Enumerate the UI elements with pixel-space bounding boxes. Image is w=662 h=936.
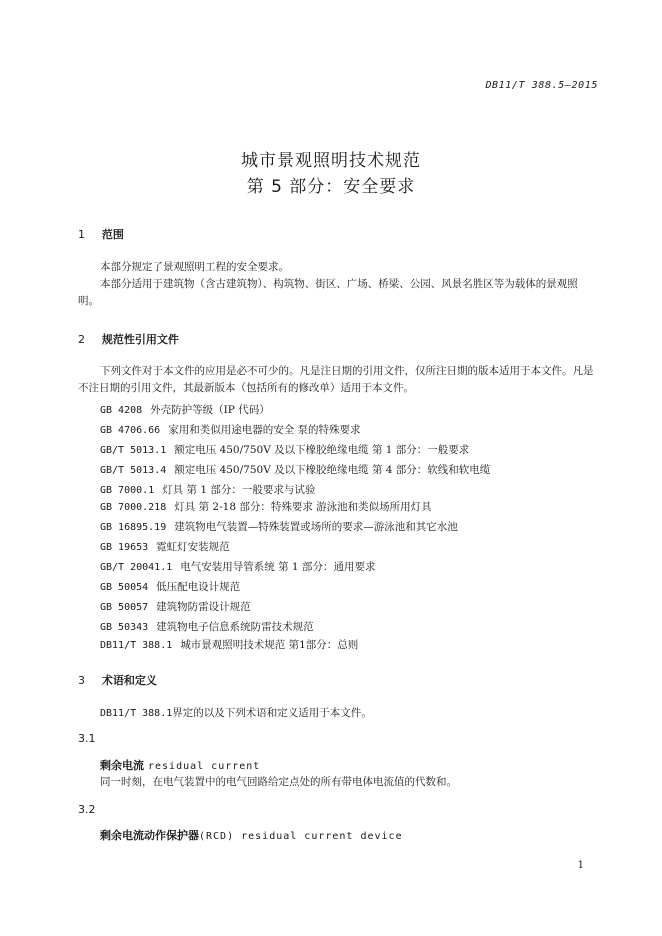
section-number: 1: [78, 228, 85, 241]
term-number: 3.1: [78, 732, 96, 745]
section-number: 3: [78, 674, 85, 687]
reference-title: 灯具 第 2-18 部分：特殊要求 游泳池和类似场所用灯具: [174, 501, 432, 513]
reference-title: 低压配电设计规范: [156, 581, 241, 593]
reference-code: GB 7000.218: [100, 502, 167, 513]
reference-title: 城市景观照明技术规范 第1部分：总则: [180, 639, 359, 651]
reference-title: 建筑物电子信息系统防雷技术规范: [156, 621, 314, 633]
document-subtitle: 第 5 部分：安全要求: [246, 177, 416, 197]
page-number: 1: [577, 860, 584, 871]
reference-title: 建筑物电气装置—特殊装置或场所的要求—游泳池和其它水池: [174, 521, 458, 533]
reference-code: GB 50343: [100, 622, 149, 633]
section-1-para-1: 本部分规定了景观照明工程的安全要求。: [100, 261, 289, 273]
reference-item: [100, 637, 358, 654]
section-2-heading: [78, 331, 179, 347]
reference-code: GB 4706.66: [100, 425, 161, 436]
reference-item: [100, 442, 469, 459]
reference-code: GB 19653: [100, 542, 149, 553]
term-chinese: 剩余电流动作保护器: [100, 829, 199, 842]
term-heading: [100, 827, 403, 843]
term-chinese: 剩余电流: [100, 759, 144, 772]
reference-title: 建筑物防雷设计规范: [156, 601, 251, 613]
reference-item: [100, 482, 315, 499]
section-1-heading: [78, 226, 124, 242]
term-english: residual current: [148, 761, 261, 772]
section-1-para-2: 本部分适用于建筑物（含古建筑物）、构筑物、街区、广场、桥梁、公园、风景名胜区等为载体的景观照明。: [78, 278, 578, 307]
reference-code: GB 4208: [100, 405, 143, 416]
reference-code: GB/T 5013.1: [100, 445, 167, 456]
reference-item: [100, 599, 251, 616]
section-title: 范围: [101, 228, 124, 241]
reference-item: [100, 579, 240, 596]
section-3-para-1: [78, 705, 598, 722]
document-title: 城市景观照明技术规范: [241, 151, 421, 171]
reference-item: [100, 519, 458, 536]
reference-title: 霓虹灯安装规范: [156, 541, 230, 553]
reference-code: GB 50057: [100, 602, 149, 613]
reference-item: [100, 499, 432, 516]
reference-title: 电气安装用导管系统 第 1 部分：通用要求: [180, 561, 376, 573]
reference-title: 额定电压 450/750V 及以下橡胶绝缘电缆 第 1 部分：一般要求: [174, 444, 470, 456]
term-number: 3.2: [78, 803, 96, 816]
reference-title: 家用和类似用途电器的安全 泵的特殊要求: [168, 424, 361, 436]
reference-item: [100, 559, 375, 576]
reference-code: DB11/T 388.1: [100, 640, 173, 651]
reference-code: GB/T 5013.4: [100, 465, 167, 476]
reference-item: [100, 462, 490, 479]
reference-title: 灯具 第 1 部分：一般要求与试验: [162, 484, 316, 496]
term-definition: 同一时刻，在电气装置中的电气回路给定点处的所有带电体电流值的代数和。: [100, 776, 457, 788]
document-code: DB11/T 388.5—2015: [485, 80, 598, 91]
section-number: 2: [78, 333, 85, 346]
reference-title: 外壳防护等级（IP 代码）: [150, 404, 270, 416]
reference-item: [100, 619, 314, 636]
section-3-heading: [78, 672, 157, 688]
reference-code: DB11/T 388.1: [100, 708, 173, 719]
term-heading: [100, 757, 260, 773]
reference-item: [100, 539, 230, 556]
reference-code: GB 50054: [100, 582, 149, 593]
term-english: (RCD) residual current device: [199, 831, 403, 842]
reference-item: [100, 422, 361, 439]
section-2-para-1: 下列文件对于本文件的应用是必不可少的。凡是注日期的引用文件，仅所注日期的版本适用于本文件。凡是不注日期的引用文件，其最新版本（包括所有的修改单）适用于本文件。: [78, 365, 594, 394]
reference-code: GB 7000.1: [100, 485, 155, 496]
reference-title: 额定电压 450/750V 及以下橡胶绝缘电缆 第 4 部分：软线和软电缆: [174, 464, 491, 476]
reference-item: [100, 402, 270, 419]
reference-code: GB 16895.19: [100, 522, 167, 533]
section-title: 术语和定义: [101, 674, 157, 687]
paragraph-text: 界定的以及下列术语和定义适用于本文件。: [172, 707, 372, 719]
section-title: 规范性引用文件: [101, 333, 179, 346]
reference-code: GB/T 20041.1: [100, 562, 173, 573]
